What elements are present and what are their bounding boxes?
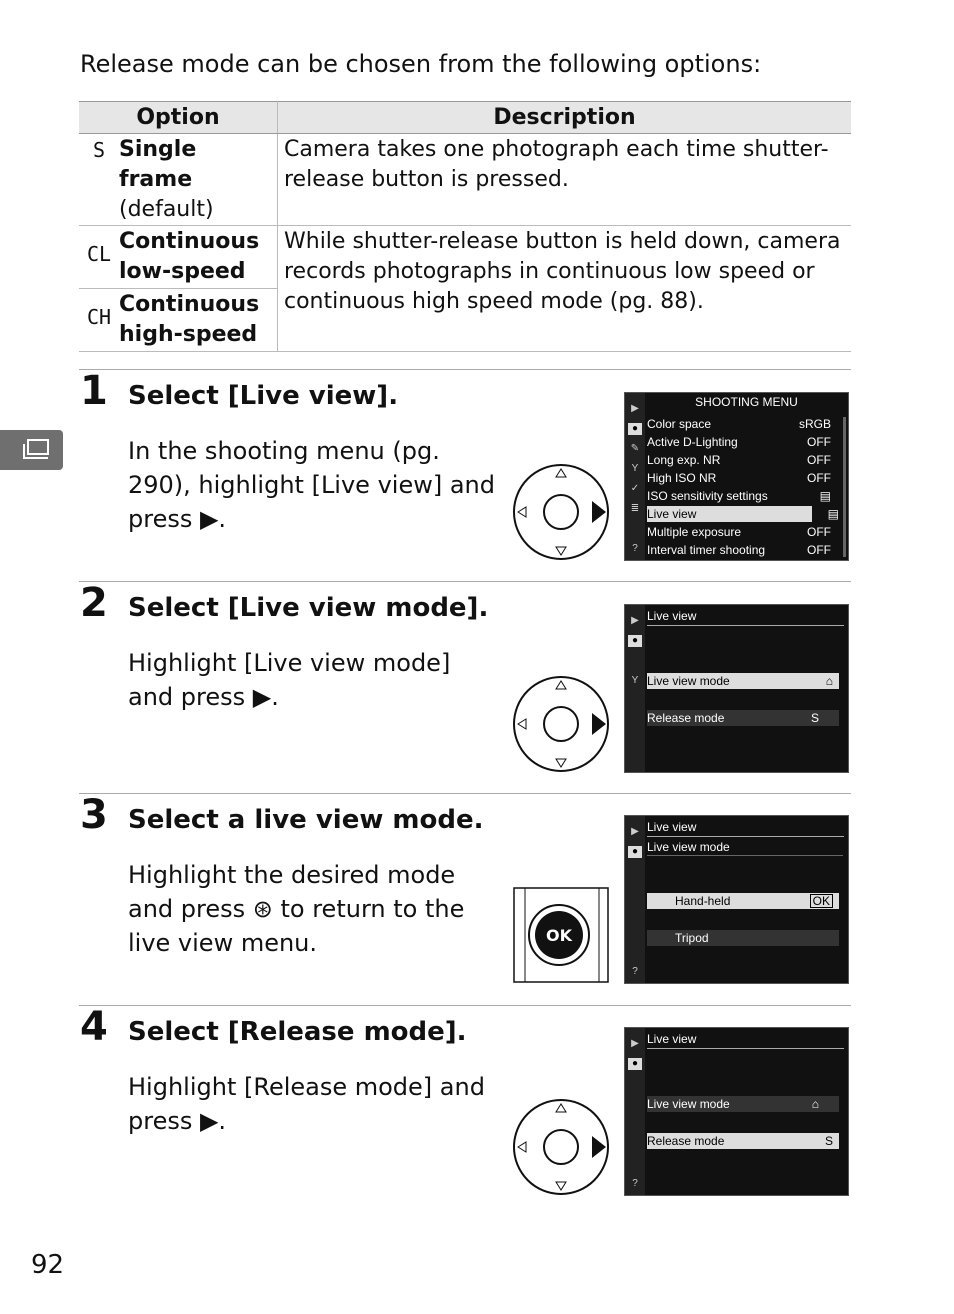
step-number: 2 bbox=[80, 580, 108, 626]
menu-item-live-view-mode: Live view mode ⌂ bbox=[647, 1096, 839, 1112]
divider bbox=[79, 1005, 851, 1006]
screen-title: Live view bbox=[647, 607, 844, 626]
live-view-screen bbox=[624, 604, 849, 773]
step-number: 3 bbox=[80, 792, 108, 838]
step-title: Select [Live view mode]. bbox=[128, 593, 489, 623]
single-frame-symbol: S bbox=[92, 138, 106, 162]
divider bbox=[79, 369, 851, 370]
step-number: 1 bbox=[80, 368, 108, 414]
ok-label: OK bbox=[546, 926, 572, 945]
menu-item: ISO sensitivity settings ▤ bbox=[647, 489, 831, 503]
screen-title: Live view bbox=[647, 1030, 844, 1049]
continuous-high-symbol: CH bbox=[86, 305, 112, 329]
option-hand-held: Hand-held OK bbox=[647, 893, 839, 909]
camera-icon: ● bbox=[628, 846, 642, 858]
help-icon: ? bbox=[632, 1178, 638, 1189]
step-body: Highlight [Live view mode] and press ▶. bbox=[128, 649, 451, 711]
retouch-icon: ✓ bbox=[630, 483, 640, 494]
live-view-mode-screen bbox=[624, 815, 849, 984]
screen-title: Live view bbox=[647, 818, 844, 837]
pencil-icon: ✎ bbox=[630, 443, 640, 454]
camera-icon: ● bbox=[628, 1058, 642, 1070]
step-title: Select [Live view]. bbox=[128, 381, 399, 411]
release-mode-icon bbox=[0, 430, 63, 470]
section-tab bbox=[0, 430, 63, 470]
continuous-high-name: Continuous high-speed bbox=[119, 292, 260, 347]
playback-icon: ▶ bbox=[631, 1038, 639, 1049]
header-description: Description bbox=[278, 102, 852, 134]
step-number: 4 bbox=[80, 1004, 108, 1050]
continuous-desc: While shutter-release button is held down, camera records photographs in continuous low speed or continuous high speed mode (pg. 88). bbox=[284, 229, 841, 314]
single-frame-name: Single frame bbox=[119, 137, 197, 192]
step-body: Highlight the desired mode and press ⊛ to return to the live view menu. bbox=[128, 861, 465, 957]
release-mode-screen bbox=[624, 1027, 849, 1196]
screen-subtitle: Live view mode bbox=[647, 839, 843, 856]
camera-icon: ● bbox=[628, 635, 642, 647]
help-icon: ? bbox=[632, 543, 638, 554]
divider bbox=[79, 793, 851, 794]
release-mode-table bbox=[79, 101, 851, 352]
camera-icon: ● bbox=[628, 423, 642, 435]
menu-item: Active D-Lighting OFF bbox=[647, 435, 831, 449]
playback-icon: ▶ bbox=[631, 403, 639, 414]
intro-text: Release mode can be chosen from the following options: bbox=[80, 50, 762, 78]
shooting-menu-screen: ▶ ● ✎ Y ✓ ≣ ? SHOOTING MENU Color space sRGB Active D-Lighting OFF Long exp. NR OFF High ISO NR OFF ISO sensitivity settings ▤ Live view ▤ Multiple exposure OFF Interval timer shooting OFF bbox=[624, 392, 849, 561]
continuous-low-symbol: CL bbox=[86, 242, 112, 266]
continuous-low-name: Continuous low-speed bbox=[119, 229, 260, 284]
multi-selector-icon bbox=[512, 675, 610, 773]
menu-item-release-mode: Release mode S bbox=[647, 710, 839, 726]
menu-item: Multiple exposure OFF bbox=[647, 525, 831, 539]
step-body: In the shooting menu (pg. 290), highlight [Live view] and press ▶. bbox=[128, 437, 495, 533]
menu-item: Interval timer shooting OFF bbox=[647, 543, 831, 557]
setup-icon: Y bbox=[631, 675, 639, 686]
setup-icon: Y bbox=[631, 463, 639, 474]
playback-icon: ▶ bbox=[631, 615, 639, 626]
menu-item-release-mode: Release mode S bbox=[647, 1133, 839, 1149]
divider bbox=[79, 581, 851, 582]
menu-item: High ISO NR OFF bbox=[647, 471, 831, 485]
page-number: 92 bbox=[31, 1250, 65, 1280]
playback-icon: ▶ bbox=[631, 826, 639, 837]
ok-button-icon bbox=[513, 887, 609, 983]
step-title: Select [Release mode]. bbox=[128, 1017, 467, 1047]
header-option: Option bbox=[79, 102, 278, 134]
help-icon: ? bbox=[632, 966, 638, 977]
menu-item: Color space sRGB bbox=[647, 417, 831, 431]
menu-item-live-view-mode: Live view mode ⌂ bbox=[647, 673, 839, 689]
my-menu-icon: ≣ bbox=[630, 503, 640, 514]
single-frame-desc: Camera takes one photograph each time shutter-release button is pressed. bbox=[284, 137, 829, 192]
multi-selector-icon bbox=[512, 1098, 610, 1196]
menu-item: Long exp. NR OFF bbox=[647, 453, 831, 467]
multi-selector-icon bbox=[512, 463, 610, 561]
step-body: Highlight [Release mode] and press ▶. bbox=[128, 1073, 485, 1135]
single-frame-note: (default) bbox=[119, 197, 214, 222]
menu-item-live-view: Live view bbox=[647, 506, 812, 522]
option-tripod: Tripod bbox=[647, 930, 839, 946]
step-title: Select a live view mode. bbox=[128, 805, 484, 835]
scrollbar bbox=[843, 417, 846, 557]
menu-title: SHOOTING MENU bbox=[695, 395, 798, 409]
